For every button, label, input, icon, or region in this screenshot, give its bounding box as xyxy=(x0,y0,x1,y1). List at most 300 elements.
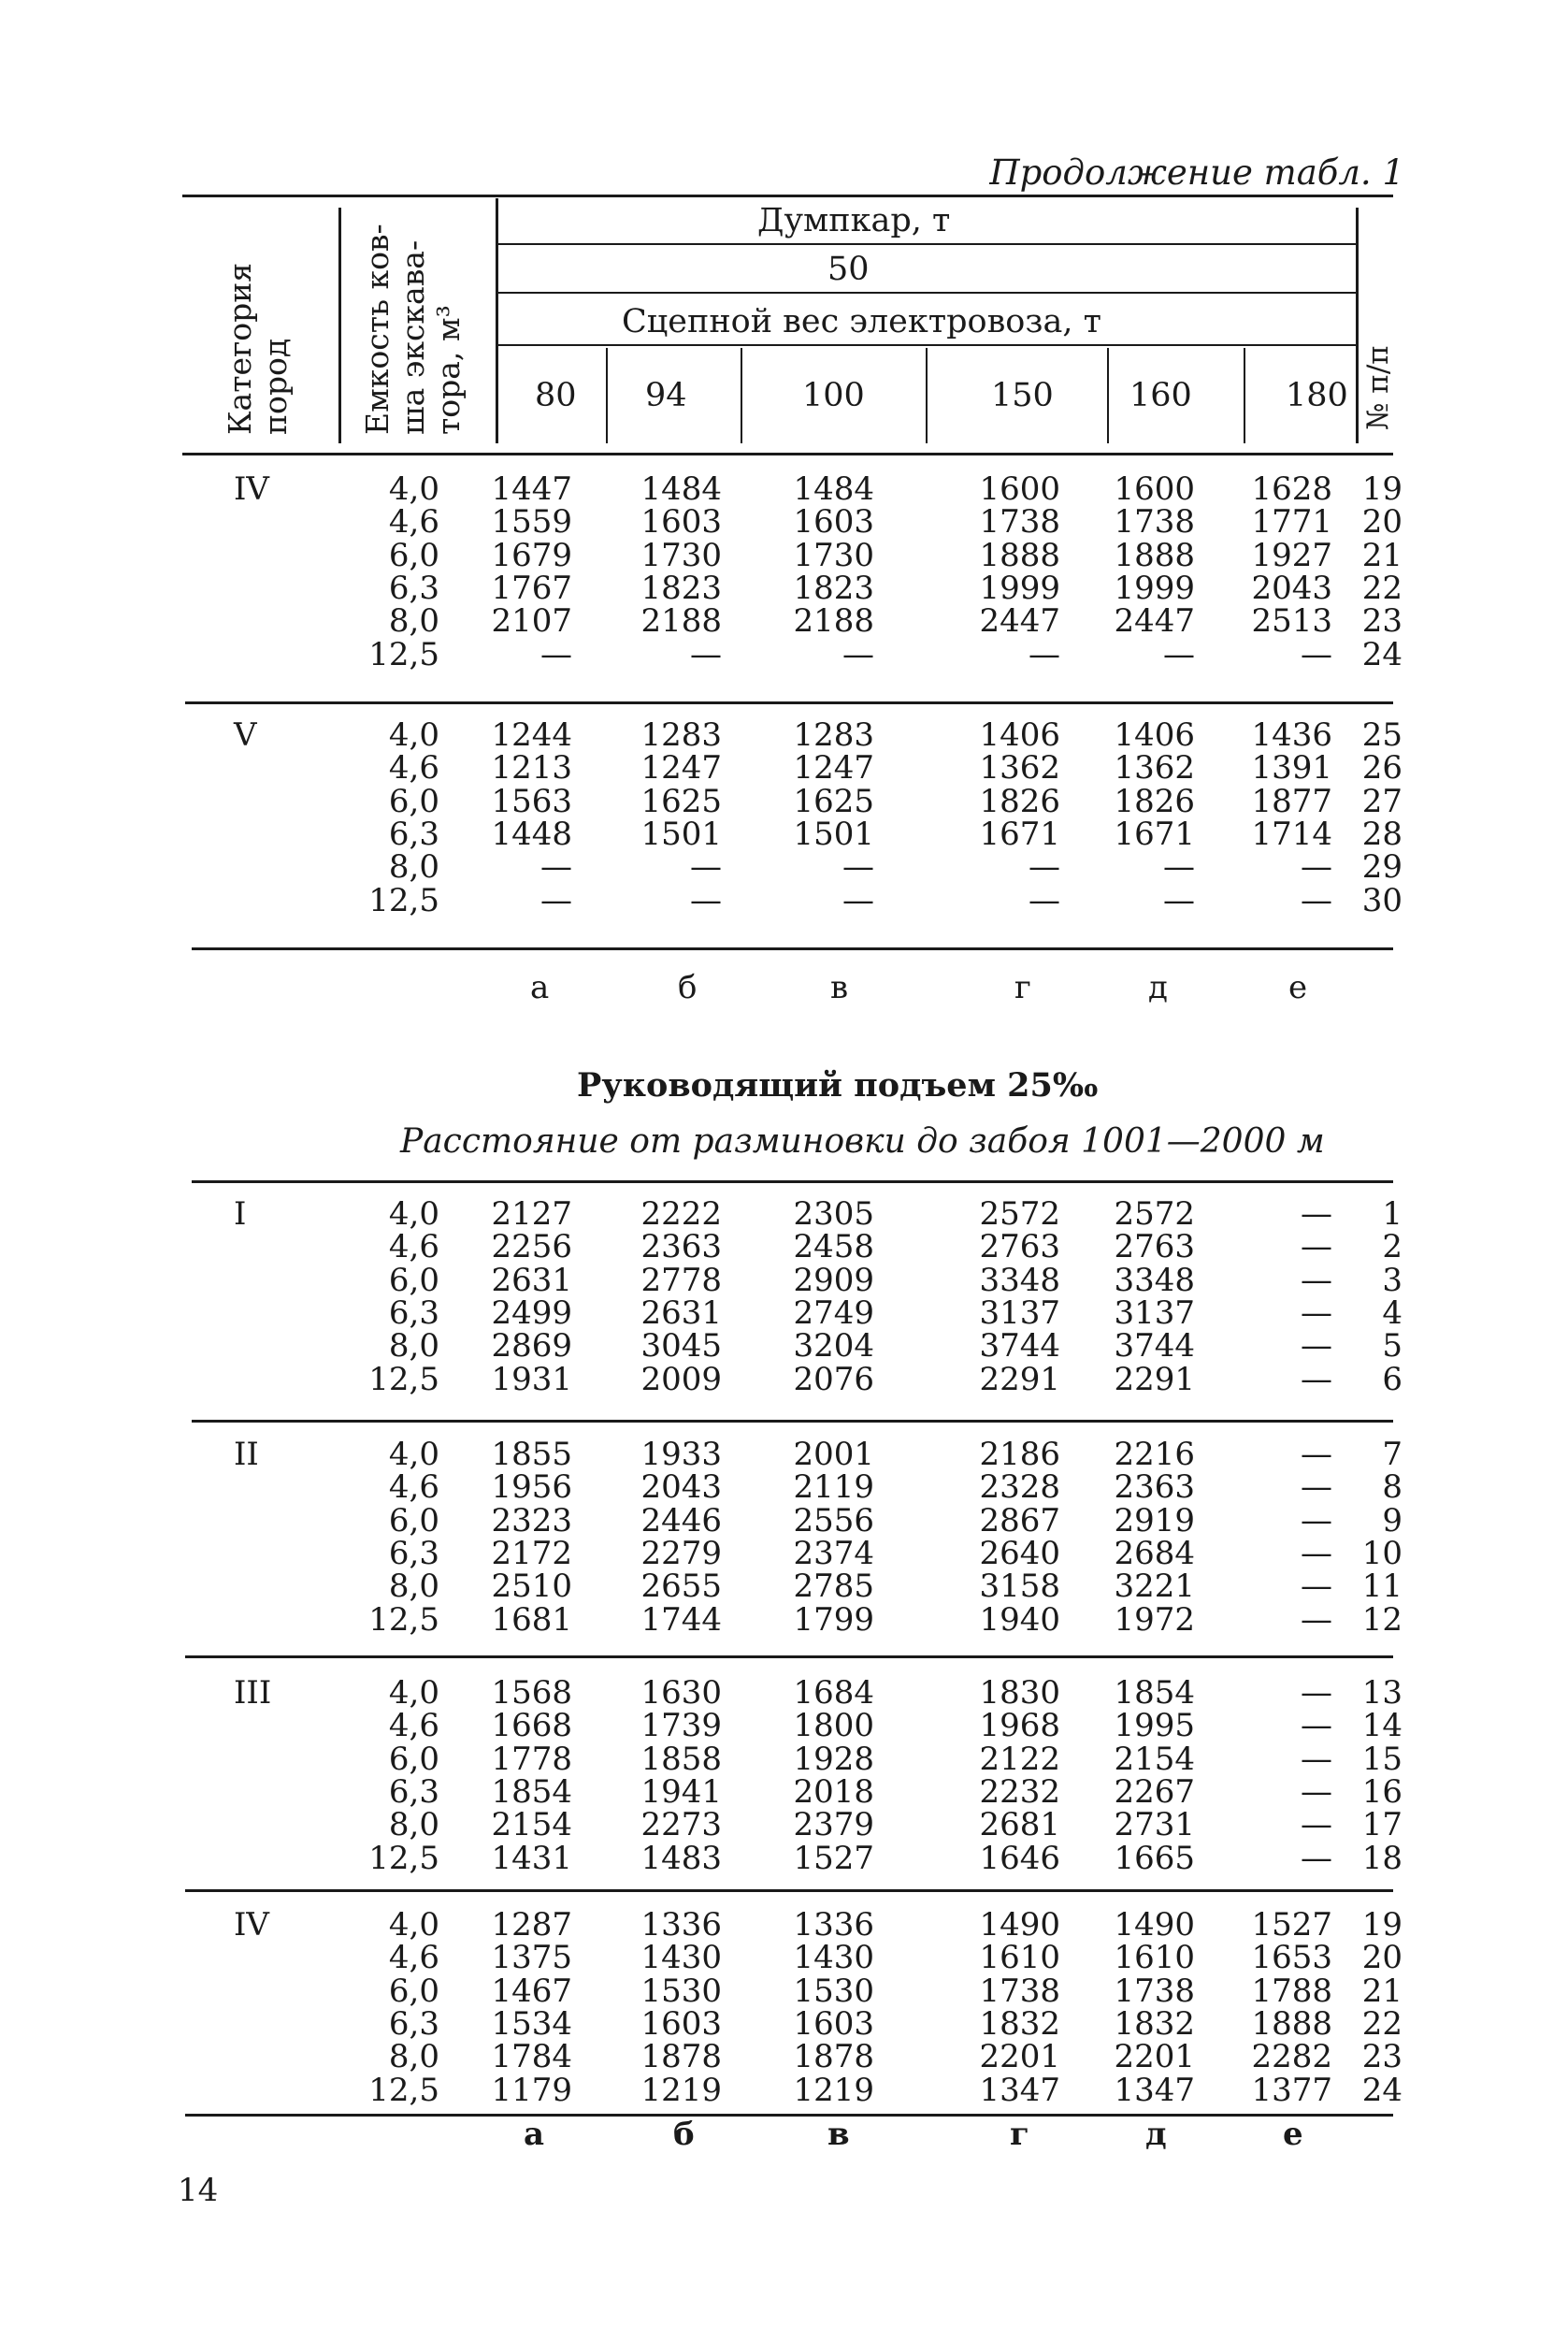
table-cell: — xyxy=(690,881,722,919)
table-cell: 1999 xyxy=(1114,569,1195,607)
table-cell: 1244 xyxy=(491,716,572,754)
table-cell: 2909 xyxy=(793,1261,874,1299)
header-dumpcar: Думпкар, т xyxy=(757,202,951,239)
table-cell: 2076 xyxy=(793,1360,874,1398)
row-bucket-volume: 4,6 xyxy=(388,1228,439,1266)
row-bucket-volume: 8,0 xyxy=(388,1568,439,1606)
table-cell: — xyxy=(1029,881,1060,919)
column-letter-g: г xyxy=(1014,969,1031,1006)
table-cell: 1832 xyxy=(1114,2004,1195,2043)
table-cell: — xyxy=(1301,1360,1332,1398)
table-cell: 2363 xyxy=(1114,1468,1195,1507)
row-bucket-volume: 6,3 xyxy=(388,815,439,853)
row-bucket-volume: 6,3 xyxy=(388,1534,439,1572)
table-cell: 1530 xyxy=(793,1972,874,2010)
table-cell: 1679 xyxy=(491,536,572,574)
row-bucket-volume: 8,0 xyxy=(388,1327,439,1366)
table-cell: 1430 xyxy=(640,1939,722,1977)
table-cell: 1646 xyxy=(979,1839,1060,1877)
table-cell: 2172 xyxy=(491,1534,572,1572)
table-cell: 1628 xyxy=(1251,470,1332,508)
table-cell: — xyxy=(1301,848,1332,887)
table-cell: 2731 xyxy=(1114,1806,1195,1844)
table-cell: 2447 xyxy=(1114,602,1195,641)
table-cell: 2458 xyxy=(793,1228,874,1266)
header-rownum: № п/п xyxy=(1361,345,1395,430)
table-cell: 1603 xyxy=(640,503,722,542)
table-cell: 2655 xyxy=(640,1568,722,1606)
table-cell: — xyxy=(690,848,722,887)
row-number: 14 xyxy=(1361,1707,1403,1745)
header-bottom-rule xyxy=(182,453,1393,455)
row-number: 30 xyxy=(1361,881,1403,919)
table-cell: — xyxy=(1301,1327,1332,1366)
table-cell: 1878 xyxy=(640,2038,722,2076)
table-cell: 2291 xyxy=(1114,1360,1195,1398)
bottom-group-separator-3 xyxy=(185,1889,1393,1892)
table-cell: 1483 xyxy=(640,1839,722,1877)
table-cell: — xyxy=(1301,1195,1332,1233)
table-cell: — xyxy=(1301,1674,1332,1712)
row-bucket-volume: 8,0 xyxy=(388,848,439,887)
table-cell: 1603 xyxy=(640,2004,722,2043)
table-cell: 1501 xyxy=(640,815,722,853)
table-cell: 2291 xyxy=(979,1360,1060,1398)
table-cell: 2919 xyxy=(1114,1501,1195,1539)
table-cell: 1671 xyxy=(979,815,1060,853)
column-letter-b: б xyxy=(673,2116,695,2153)
table-cell: 1375 xyxy=(491,1939,572,1977)
table-cell: 1888 xyxy=(979,536,1060,574)
table-cell: 2001 xyxy=(793,1436,874,1473)
table-cell: 1714 xyxy=(1251,815,1332,853)
table-cell: 1744 xyxy=(640,1600,722,1639)
table-cell: 1600 xyxy=(1114,470,1195,508)
row-bucket-volume: 4,6 xyxy=(388,1939,439,1977)
header-category: Категория пород xyxy=(222,262,294,435)
table-cell: 1377 xyxy=(1251,2071,1332,2109)
table-cell: 1527 xyxy=(1251,1906,1332,1944)
table-cell: 2154 xyxy=(491,1806,572,1844)
table-cell: 2684 xyxy=(1114,1534,1195,1572)
table-cell: 1681 xyxy=(491,1600,572,1639)
table-cell: 1283 xyxy=(793,716,874,754)
table-cell: 1832 xyxy=(979,2004,1060,2043)
row-bucket-volume: 4,0 xyxy=(388,1436,439,1473)
row-bucket-volume: 6,0 xyxy=(388,536,439,574)
table-cell: 2018 xyxy=(793,1772,874,1811)
header-bucket-line3: тора, м³ xyxy=(430,305,467,435)
row-number: 21 xyxy=(1361,1972,1403,2010)
row-number: 19 xyxy=(1361,470,1403,508)
table-cell: 1530 xyxy=(640,1972,722,2010)
table-cell: 1527 xyxy=(793,1839,874,1877)
table-cell: 1501 xyxy=(793,815,874,853)
table-cell: 3348 xyxy=(1114,1261,1195,1299)
table-cell: 1219 xyxy=(640,2071,722,2109)
row-bucket-volume: 6,3 xyxy=(388,1293,439,1332)
row-number: 5 xyxy=(1382,1327,1403,1366)
row-bucket-volume: 4,0 xyxy=(388,470,439,508)
table-cell: 2201 xyxy=(979,2038,1060,2076)
header-weight-150: 150 xyxy=(991,377,1054,414)
table-cell: 2572 xyxy=(1114,1195,1195,1233)
row-bucket-volume: 8,0 xyxy=(388,2038,439,2076)
row-number: 9 xyxy=(1382,1501,1403,1539)
row-bucket-volume: 4,6 xyxy=(388,1468,439,1507)
table-cell: 2273 xyxy=(640,1806,722,1844)
row-number: 1 xyxy=(1382,1195,1403,1233)
table-cell: 1283 xyxy=(640,716,722,754)
table-cell: 1362 xyxy=(979,749,1060,788)
table-cell: 1738 xyxy=(1114,1972,1195,2010)
table-cell: — xyxy=(1301,1534,1332,1572)
table-cell: — xyxy=(1301,1436,1332,1473)
row-bucket-volume: 6,0 xyxy=(388,1740,439,1778)
row-bucket-volume: 6,0 xyxy=(388,1972,439,2010)
table-cell: 2379 xyxy=(793,1806,874,1844)
row-number: 23 xyxy=(1361,2038,1403,2076)
row-bucket-volume: 8,0 xyxy=(388,1806,439,1844)
table-cell: 1739 xyxy=(640,1707,722,1745)
table-cell: 1484 xyxy=(793,470,874,508)
table-cell: — xyxy=(1301,1228,1332,1266)
table-cell: 2256 xyxy=(491,1228,572,1266)
bottom-group-separator-1 xyxy=(192,1420,1393,1423)
table-cell: 2363 xyxy=(640,1228,722,1266)
row-bucket-volume: 6,3 xyxy=(388,1772,439,1811)
row-bucket-volume: 8,0 xyxy=(388,602,439,641)
table-cell: 1826 xyxy=(979,782,1060,820)
row-number: 8 xyxy=(1382,1468,1403,1507)
row-bucket-volume: 12,5 xyxy=(368,1600,439,1639)
table-cell: — xyxy=(1301,1293,1332,1332)
table-cell: 2513 xyxy=(1251,602,1332,641)
table-cell: 2763 xyxy=(979,1228,1060,1266)
continuation-caption: Продолжение табл. 1 xyxy=(989,152,1404,193)
row-bucket-volume: 6,3 xyxy=(388,569,439,607)
row-number: 16 xyxy=(1361,1772,1403,1811)
table-cell: 1800 xyxy=(793,1707,874,1745)
weight-vline-2 xyxy=(741,348,742,443)
row-bucket-volume: 6,0 xyxy=(388,782,439,820)
table-cell: 1668 xyxy=(491,1707,572,1745)
table-cell: 2043 xyxy=(640,1468,722,1507)
header-hrule-weight xyxy=(498,344,1356,346)
table-cell: 1784 xyxy=(491,2038,572,2076)
table-cell: 1940 xyxy=(979,1600,1060,1639)
row-number: 22 xyxy=(1361,2004,1403,2043)
table-cell: 1931 xyxy=(491,1360,572,1398)
table-cell: 1738 xyxy=(979,1972,1060,2010)
table-cell: 1406 xyxy=(1114,716,1195,754)
table-cell: 1336 xyxy=(793,1906,874,1944)
table-cell: 1559 xyxy=(491,503,572,542)
table-cell: 1490 xyxy=(1114,1906,1195,1944)
row-bucket-volume: 4,6 xyxy=(388,749,439,788)
header-vline-1 xyxy=(338,208,341,443)
table-cell: 1738 xyxy=(1114,503,1195,542)
table-cell: 1778 xyxy=(491,1740,572,1778)
row-number: 28 xyxy=(1361,815,1403,853)
header-bucket-line1: Емкость ков- xyxy=(359,224,396,435)
table-cell: 1826 xyxy=(1114,782,1195,820)
table-cell: — xyxy=(540,881,572,919)
table-cell: 1610 xyxy=(979,1939,1060,1977)
table-cell: 3348 xyxy=(979,1261,1060,1299)
header-vline-2 xyxy=(496,198,498,443)
section-subtitle: Расстояние от разминовки до забоя 1001—2000 м xyxy=(400,1122,1325,1161)
row-number: 20 xyxy=(1361,503,1403,542)
table-cell: 2869 xyxy=(491,1327,572,1366)
table-cell: 2446 xyxy=(640,1501,722,1539)
table-cell: 1830 xyxy=(979,1674,1060,1712)
row-number: 7 xyxy=(1382,1436,1403,1473)
table-cell: 1436 xyxy=(1251,716,1332,754)
table-cell: 1391 xyxy=(1251,749,1332,788)
table-cell: — xyxy=(1301,1468,1332,1507)
table-cell: 1467 xyxy=(491,1972,572,2010)
table-cell: — xyxy=(1301,1501,1332,1539)
table-cell: — xyxy=(540,635,572,673)
table-cell: 1653 xyxy=(1251,1939,1332,1977)
table-cell: 1771 xyxy=(1251,503,1332,542)
table-cell: 1603 xyxy=(793,503,874,542)
table-cell: 2119 xyxy=(793,1468,874,1507)
header-vline-3 xyxy=(1356,208,1359,443)
table-cell: 2681 xyxy=(979,1806,1060,1844)
table-cell: — xyxy=(1301,1568,1332,1606)
table-cell: — xyxy=(1301,881,1332,919)
table-cell: 2510 xyxy=(491,1568,572,1606)
table-cell: 1888 xyxy=(1251,2004,1332,2043)
row-number: 2 xyxy=(1382,1228,1403,1266)
table-cell: 1447 xyxy=(491,470,572,508)
table-cell: 3221 xyxy=(1114,1568,1195,1606)
table-cell: 1213 xyxy=(491,749,572,788)
table-cell: 2186 xyxy=(979,1436,1060,1473)
table-cell: 2778 xyxy=(640,1261,722,1299)
table-cell: 3744 xyxy=(979,1327,1060,1366)
table-cell: — xyxy=(1301,1806,1332,1844)
table-cell: 2222 xyxy=(640,1195,722,1233)
weight-vline-3 xyxy=(926,348,928,443)
weight-vline-1 xyxy=(606,348,608,443)
table-cell: 1179 xyxy=(491,2071,572,2109)
table-cell: 1854 xyxy=(1114,1674,1195,1712)
bottom-group-separator-2 xyxy=(185,1655,1393,1658)
row-number: 22 xyxy=(1361,569,1403,607)
table-cell: — xyxy=(540,848,572,887)
header-weight: Сцепной вес электровоза, т xyxy=(622,303,1101,340)
table-cell: 2867 xyxy=(979,1501,1060,1539)
table-cell: 1972 xyxy=(1114,1600,1195,1639)
row-bucket-volume: 12,5 xyxy=(368,1839,439,1877)
header-hrule-dumpcar xyxy=(498,243,1356,245)
weight-vline-4 xyxy=(1107,348,1109,443)
table-cell: 2572 xyxy=(979,1195,1060,1233)
table-cell: 2305 xyxy=(793,1195,874,1233)
row-number: 6 xyxy=(1382,1360,1403,1398)
row-number: 27 xyxy=(1361,782,1403,820)
table-cell: — xyxy=(1301,1772,1332,1811)
row-bucket-volume: 12,5 xyxy=(368,1360,439,1398)
table-cell: 3158 xyxy=(979,1568,1060,1606)
row-number: 20 xyxy=(1361,1939,1403,1977)
table-cell: — xyxy=(1301,1839,1332,1877)
table-cell: 1968 xyxy=(979,1707,1060,1745)
table-cell: 1858 xyxy=(640,1740,722,1778)
table-cell: 1767 xyxy=(491,569,572,607)
table-cell: 2556 xyxy=(793,1501,874,1539)
row-number: 11 xyxy=(1361,1568,1403,1606)
table-cell: — xyxy=(1029,848,1060,887)
table-cell: 1928 xyxy=(793,1740,874,1778)
table-cell: 2785 xyxy=(793,1568,874,1606)
table-cell: 1610 xyxy=(1114,1939,1195,1977)
row-bucket-volume: 12,5 xyxy=(368,881,439,919)
row-category: II xyxy=(234,1436,259,1473)
row-category: IV xyxy=(234,470,269,508)
table-cell: 1665 xyxy=(1114,1839,1195,1877)
table-cell: 2188 xyxy=(640,602,722,641)
bottom-table-top-rule xyxy=(192,1180,1393,1183)
table-cell: 1600 xyxy=(979,470,1060,508)
table-cell: 2154 xyxy=(1114,1740,1195,1778)
header-weight-94: 94 xyxy=(645,377,687,414)
table-cell: 1484 xyxy=(640,470,722,508)
section-title: Руководящий подъем 25‰ xyxy=(577,1066,1099,1105)
top-group-separator xyxy=(185,701,1393,704)
column-letter-v: в xyxy=(830,969,849,1006)
header-bucket-line2: ша экскава- xyxy=(395,239,431,435)
row-category: V xyxy=(234,716,257,754)
row-bucket-volume: 4,0 xyxy=(388,1674,439,1712)
row-number: 4 xyxy=(1382,1293,1403,1332)
row-number: 3 xyxy=(1382,1261,1403,1299)
table-cell: 2323 xyxy=(491,1501,572,1539)
table-cell: 1625 xyxy=(793,782,874,820)
row-number: 29 xyxy=(1361,848,1403,887)
top-table-end-rule xyxy=(192,947,1393,950)
table-cell: 1625 xyxy=(640,782,722,820)
table-cell: 1730 xyxy=(793,536,874,574)
table-cell: 1788 xyxy=(1251,1972,1332,2010)
page-number: 14 xyxy=(178,2172,219,2209)
header-dumpcar-value: 50 xyxy=(827,251,870,288)
table-cell: 1671 xyxy=(1114,815,1195,853)
table-cell: 1431 xyxy=(491,1839,572,1877)
row-bucket-volume: 4,0 xyxy=(388,1906,439,1944)
table-cell: 2631 xyxy=(491,1261,572,1299)
table-cell: 2043 xyxy=(1251,569,1332,607)
table-cell: 1995 xyxy=(1114,1707,1195,1745)
table-cell: 3137 xyxy=(1114,1293,1195,1332)
table-cell: 1684 xyxy=(793,1674,874,1712)
table-cell: 3137 xyxy=(979,1293,1060,1332)
table-cell: 2127 xyxy=(491,1195,572,1233)
table-cell: 1490 xyxy=(979,1906,1060,1944)
column-letter-v: в xyxy=(827,2116,850,2153)
table-cell: 2499 xyxy=(491,1293,572,1332)
table-cell: 2232 xyxy=(979,1772,1060,1811)
table-cell: — xyxy=(690,635,722,673)
header-weight-100: 100 xyxy=(802,377,865,414)
table-cell: 1347 xyxy=(1114,2071,1195,2109)
table-cell: 1219 xyxy=(793,2071,874,2109)
table-cell: 1738 xyxy=(979,503,1060,542)
bottom-table-end-rule xyxy=(185,2114,1393,2117)
table-cell: 1855 xyxy=(491,1436,572,1473)
header-hrule-50 xyxy=(498,292,1356,294)
table-cell: 1941 xyxy=(640,1772,722,1811)
table-cell: 1878 xyxy=(793,2038,874,2076)
row-bucket-volume: 6,0 xyxy=(388,1261,439,1299)
table-cell: 2447 xyxy=(979,602,1060,641)
table-cell: — xyxy=(842,881,874,919)
table-cell: — xyxy=(1029,635,1060,673)
table-cell: — xyxy=(1301,635,1332,673)
row-bucket-volume: 4,0 xyxy=(388,1195,439,1233)
table-cell: 1877 xyxy=(1251,782,1332,820)
table-cell: 1362 xyxy=(1114,749,1195,788)
row-bucket-volume: 12,5 xyxy=(368,2071,439,2109)
table-cell: 1287 xyxy=(491,1906,572,1944)
table-cell: 1823 xyxy=(640,569,722,607)
row-category: I xyxy=(234,1195,247,1233)
row-number: 23 xyxy=(1361,602,1403,641)
row-bucket-volume: 12,5 xyxy=(368,635,439,673)
header-weight-80: 80 xyxy=(535,377,577,414)
row-number: 24 xyxy=(1361,635,1403,673)
table-cell: 1534 xyxy=(491,2004,572,2043)
table-cell: 1430 xyxy=(793,1939,874,1977)
column-letter-e: е xyxy=(1283,2116,1303,2153)
table-cell: 3204 xyxy=(793,1327,874,1366)
table-cell: 1933 xyxy=(640,1436,722,1473)
table-cell: 1630 xyxy=(640,1674,722,1712)
table-cell: 2188 xyxy=(793,602,874,641)
table-cell: 2009 xyxy=(640,1360,722,1398)
table-cell: 1563 xyxy=(491,782,572,820)
weight-vline-5 xyxy=(1244,348,1245,443)
row-bucket-volume: 4,6 xyxy=(388,1707,439,1745)
header-weight-180: 180 xyxy=(1286,377,1348,414)
column-letter-a: а xyxy=(530,969,550,1006)
table-cell: — xyxy=(1163,881,1195,919)
table-cell: — xyxy=(1301,1600,1332,1639)
table-cell: 1999 xyxy=(979,569,1060,607)
table-cell: 1854 xyxy=(491,1772,572,1811)
row-number: 12 xyxy=(1361,1600,1403,1639)
row-number: 18 xyxy=(1361,1839,1403,1877)
table-cell: 1448 xyxy=(491,815,572,853)
row-category: III xyxy=(234,1674,272,1712)
table-cell: 1347 xyxy=(979,2071,1060,2109)
table-cell: 1247 xyxy=(640,749,722,788)
row-number: 21 xyxy=(1361,536,1403,574)
row-number: 17 xyxy=(1361,1806,1403,1844)
row-category: IV xyxy=(234,1906,269,1944)
row-bucket-volume: 4,6 xyxy=(388,503,439,542)
row-number: 24 xyxy=(1361,2071,1403,2109)
header-weight-160: 160 xyxy=(1129,377,1192,414)
table-cell: 2374 xyxy=(793,1534,874,1572)
column-letter-g: г xyxy=(1010,2116,1029,2153)
table-cell: 2640 xyxy=(979,1534,1060,1572)
table-cell: 1336 xyxy=(640,1906,722,1944)
table-cell: 1888 xyxy=(1114,536,1195,574)
